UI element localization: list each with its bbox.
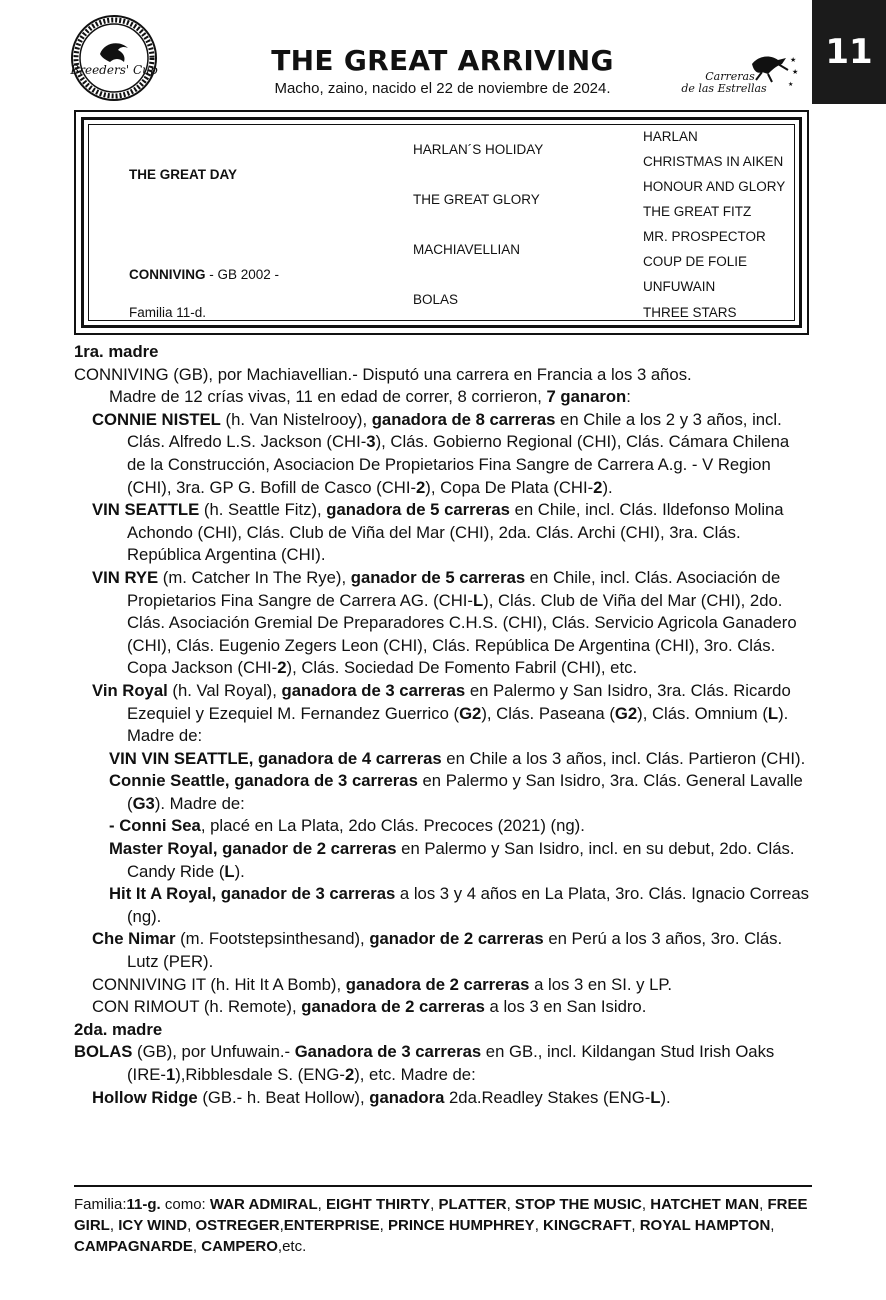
svg-text:★: ★	[788, 82, 794, 88]
svg-text:Carreras: Carreras	[705, 70, 755, 83]
family-horse-name: PLATTER	[438, 1196, 507, 1213]
pedigree-notes	[74, 341, 809, 1109]
family-horse-name: KINGCRAFT	[543, 1217, 632, 1234]
pedigree-sire: THE GREAT DAY	[129, 167, 238, 182]
carreras-de-las-estrellas-logo	[681, 50, 802, 100]
pedigree-box	[74, 110, 809, 335]
family-horse-name: STOP THE MUSIC	[514, 1196, 642, 1213]
svg-text:Breeders' Cup: Breeders' Cup	[70, 63, 158, 77]
pedigree-dam: CONNIVING - GB 2002 -	[129, 267, 280, 282]
grand-produce-entry: Master Royal, ganador de 2 carreras en Palermo y San Isidro, incl. en su debut, 2do. Clás. Candy Ride (L).	[109, 839, 795, 881]
family-horse-name: CAMPAGNARDE	[74, 1238, 193, 1255]
family-horse-name: ICY WIND	[118, 1217, 188, 1234]
family-horse-name: ENTERPRISE	[283, 1217, 380, 1234]
great-grand-produce-entry: - Conni Sea, placé en La Plata, 2do Clás. Precoces (2021) (ng).	[109, 816, 585, 836]
pedigree-gen2: HARLAN´S HOLIDAY	[413, 142, 544, 157]
produce-entry: VIN SEATTLE (h. Seattle Fitz), ganadora de 5 carreras en Chile, incl. Clás. Ildefonso Molina Achondo (CHI), Clás. Club de Viña del Mar (CHI), 2da. Clás. Archi (CHI), 3ra. Clás. República Argentina (CHI).	[92, 500, 784, 565]
produce-entry: CON RIMOUT (h. Remote), ganadora de 2 carreras a los 3 en San Isidro.	[92, 997, 647, 1017]
pedigree-gen3: CHRISTMAS IN AIKEN	[643, 154, 784, 169]
pedigree-gen3: UNFUWAIN	[643, 279, 716, 294]
produce-entry: CONNIVING IT (h. Hit It A Bomb), ganadora de 2 carreras a los 3 en SI. y LP.	[92, 974, 673, 994]
svg-text:de las Estrellas: de las Estrellas	[681, 82, 767, 95]
first-dam-intro: CONNIVING (GB), por Machiavellian.- Disputó una carrera en Francia a los 3 años.	[74, 364, 692, 384]
page-number-tab: 11	[812, 0, 886, 104]
produce-summary: Madre de 12 crías vivas, 11 en edad de correr, 8 corrieron, 7 ganaron:	[109, 387, 631, 407]
family-footer: Familia:11-g. como: WAR ADMIRAL, EIGHT THIRTY, PLATTER, STOP THE MUSIC, HATCHET MAN, FREE GIRL, ICY WIND, OSTREGER,ENTERPRISE, PRINCE HUMPHREY, KINGCRAFT, ROYAL HAMPTON, CAMPAGNARDE, CAMPERO,etc.	[74, 1196, 808, 1255]
pedigree-gen3: MR. PROSPECTOR	[643, 229, 766, 244]
produce-entry: Hollow Ridge (GB.- h. Beat Hollow), ganadora 2da.Readley Stakes (ENG-L).	[92, 1087, 671, 1107]
family-horse-name: HATCHET MAN	[650, 1196, 760, 1213]
family-horse-name: CAMPERO	[201, 1238, 278, 1255]
family-horse-name: ROYAL HAMPTON	[639, 1217, 771, 1234]
pedigree-gen2: THE GREAT GLORY	[413, 192, 540, 207]
pedigree-gen3: COUP DE FOLIE	[643, 254, 748, 269]
footer-divider	[74, 1185, 812, 1187]
family-horse-name: EIGHT THIRTY	[326, 1196, 431, 1213]
pedigree-gen3: HONOUR AND GLORY	[643, 179, 786, 194]
pedigree-gen2: BOLAS	[413, 292, 459, 307]
produce-entry: Che Nimar (m. Footstepsinthesand), ganador de 2 carreras en Perú a los 3 años, 3ro. Clás. Lutz (PER).	[92, 929, 783, 972]
family-horse-list: WAR ADMIRAL, EIGHT THIRTY, PLATTER, STOP THE MUSIC, HATCHET MAN, FREE GIRL, ICY WIND, OSTREGER,ENTERPRISE, PRINCE HUMPHREY, KINGCRAFT, ROYAL HAMPTON, CAMPAGNARDE, CAMPERO,	[74, 1196, 808, 1255]
pedigree-family: Familia 11-d.	[129, 305, 207, 320]
breeders-cup-logo	[70, 14, 158, 102]
pedigree-gen2: MACHIAVELLIAN	[413, 242, 521, 257]
family-horse-name: WAR ADMIRAL	[209, 1196, 318, 1213]
svg-text:★: ★	[792, 69, 799, 76]
second-dam-heading: 2da. madre	[74, 1019, 163, 1039]
produce-entry: VIN RYE (m. Catcher In The Rye), ganador de 5 carreras en Chile, incl. Clás. Asociación de Propietarios Fina Sangre de Carrera AG. (CHI-L), Clás. Club de Viña del Mar (CHI), 2do. Clás. Asociación Gremial De Preparadores C.H.S. (CHI), Clás. Servicio Agricola Ganadero (CHI), Clás. Eugenio Zegers Leon (CHI), Clás. República De Argentina (CHI), 3ro. Clás. Copa Jackson (CHI-2), Clás. Sociedad De Fomento Fabril (CHI), etc.	[92, 567, 797, 678]
svg-text:★: ★	[790, 57, 797, 64]
first-dam-heading: 1ra. madre	[74, 342, 159, 361]
grand-produce-entry: VIN VIN SEATTLE, ganadora de 4 carreras en Chile a los 3 años, incl. Clás. Partieron (CHI).	[109, 748, 806, 768]
grand-produce-entry: Hit It A Royal, ganador de 3 carreras a los 3 y 4 años en La Plata, 3ro. Clás. Ignacio Correas (ng).	[109, 884, 809, 926]
pedigree-gen3: THE GREAT FITZ	[643, 204, 752, 219]
produce-entry: CONNIE NISTEL (h. Van Nistelrooy), ganadora de 8 carreras en Chile a los 2 y 3 años, incl. Clás. Alfredo L.S. Jackson (CHI-3), Clás. Gobierno Regional (CHI), Clás. Cámara Chilena de la Construcción, Asociacion De Propietarios Fina Sangre de Carrera A.g. - V Region (CHI), 3ra. GP G. Bofill de Casco (CHI-2), Copa De Plata (CHI-2).	[92, 409, 790, 497]
second-dam-entry: BOLAS (GB), por Unfuwain.- Ganadora de 3 carreras en GB., incl. Kildangan Stud Irish Oaks (IRE-1),Ribblesdale S. (ENG-2), etc. Madre de:	[74, 1042, 775, 1084]
page-subtitle: Macho, zaino, nacido el 22 de noviembre de 2024.	[274, 80, 611, 97]
produce-entry: Vin Royal (h. Val Royal), ganadora de 3 carreras en Palermo y San Isidro, 3ra. Clás. Ricardo Ezequiel y Ezequiel M. Fernandez Guerrico (G2), Clás. Paseana (G2), Clás. Omnium (L). Madre de:	[92, 680, 791, 746]
page-title: THE GREAT ARRIVING	[271, 44, 614, 77]
grand-produce-entry: Connie Seattle, ganadora de 3 carreras en Palermo y San Isidro, 3ra. Clás. General Lavalle (G3). Madre de:	[109, 771, 803, 813]
pedigree-gen3: HARLAN	[643, 129, 698, 144]
family-horse-name: OSTREGER	[195, 1217, 280, 1234]
pedigree-gen3: THREE STARS	[643, 305, 737, 320]
family-horse-name: PRINCE HUMPHREY	[388, 1217, 535, 1234]
family-horse-name: FREE GIRL	[74, 1196, 808, 1234]
